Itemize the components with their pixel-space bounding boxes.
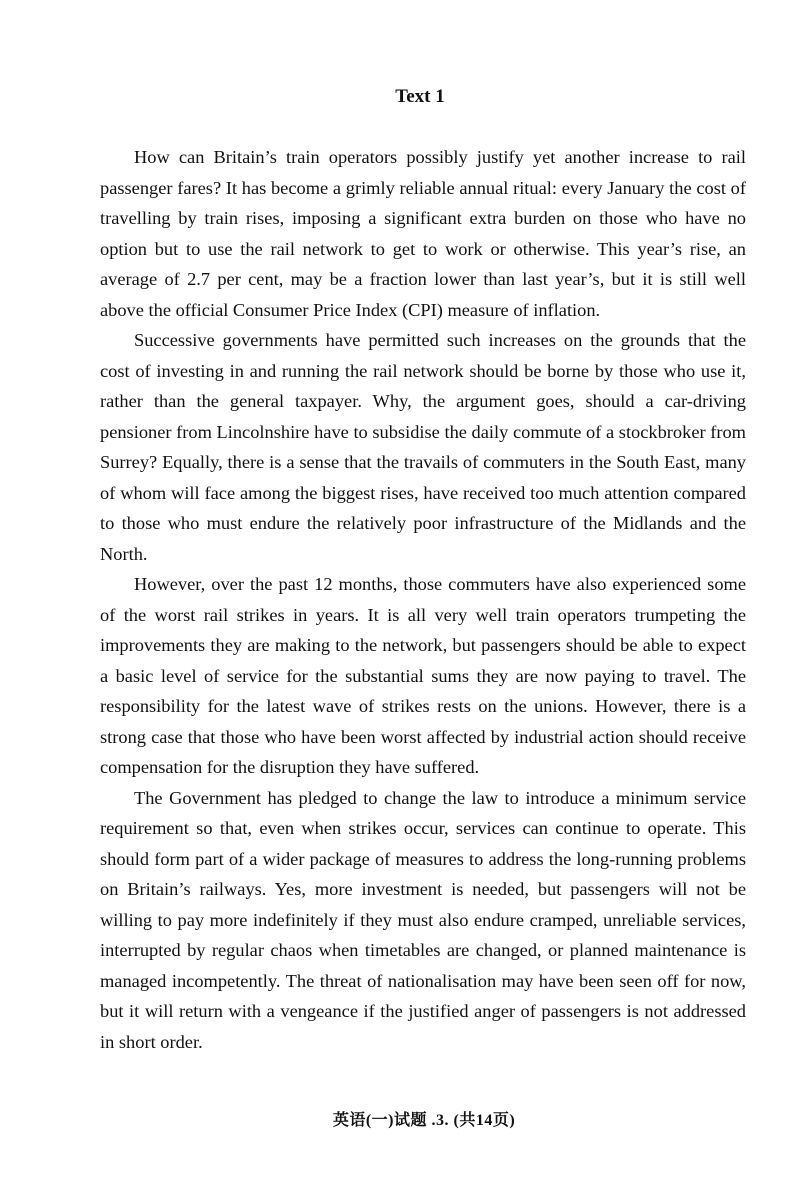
text-title: Text 1 (395, 86, 445, 107)
paragraph-2: Successive governments have permitted such increases on the grounds that the cost of investing in and running the rail network should be borne by those who use it, rather than the general taxpayer. Why, the argument goes, should a car-driving pensioner from Lincolnshire have to subsidise the daily commute of a stockbroker from Surrey? Equally, there is a sense that the travails of commuters in the South East, many of whom will face among the biggest rises, have received too much attention compared to those who must endure the relatively poor infrastructure of the Midlands and the North. (100, 330, 746, 564)
page-footer: 英语(一)试题 .3. (共14页) (332, 1112, 516, 1129)
passage-body (100, 142, 746, 1057)
paragraph-1: How can Britain’s train operators possibly justify yet another increase to rail passenger fares? It has become a grimly reliable annual ritual: every January the cost of travelling by train rises, imposing a significant extra burden on those who have no option but to use the rail network to get to work or otherwise. This year’s rise, an average of 2.7 per cent, may be a fraction lower than last year’s, but it is still well above the official Consumer Price Index (CPI) measure of inflation. (100, 147, 746, 320)
paragraph-4: The Government has pledged to change the law to introduce a minimum service requirement so that, even when strikes occur, services can continue to operate. This should form part of a wider package of measures to address the long-running problems on Britain’s railways. Yes, more investment is needed, but passengers will not be willing to pay more indefinitely if they must also endure cramped, unreliable services, interrupted by regular chaos when timetables are changed, or planned maintenance is managed incompetently. The threat of nationalisation may have been seen off for now, but it will return with a vengeance if the justified anger of passengers is not addressed in short order. (100, 787, 746, 1052)
paragraph-3: However, over the past 12 months, those commuters have also experienced some of the worst rail strikes in years. It is all very well train operators trumpeting the improvements they are making to the network, but passengers should be able to expect a basic level of service for the substantial sums they are now paying to travel. The responsibility for the latest wave of strikes rests on the unions. However, there is a strong case that those who have been worst affected by industrial action should receive compensation for the disruption they have suffered. (100, 574, 746, 777)
